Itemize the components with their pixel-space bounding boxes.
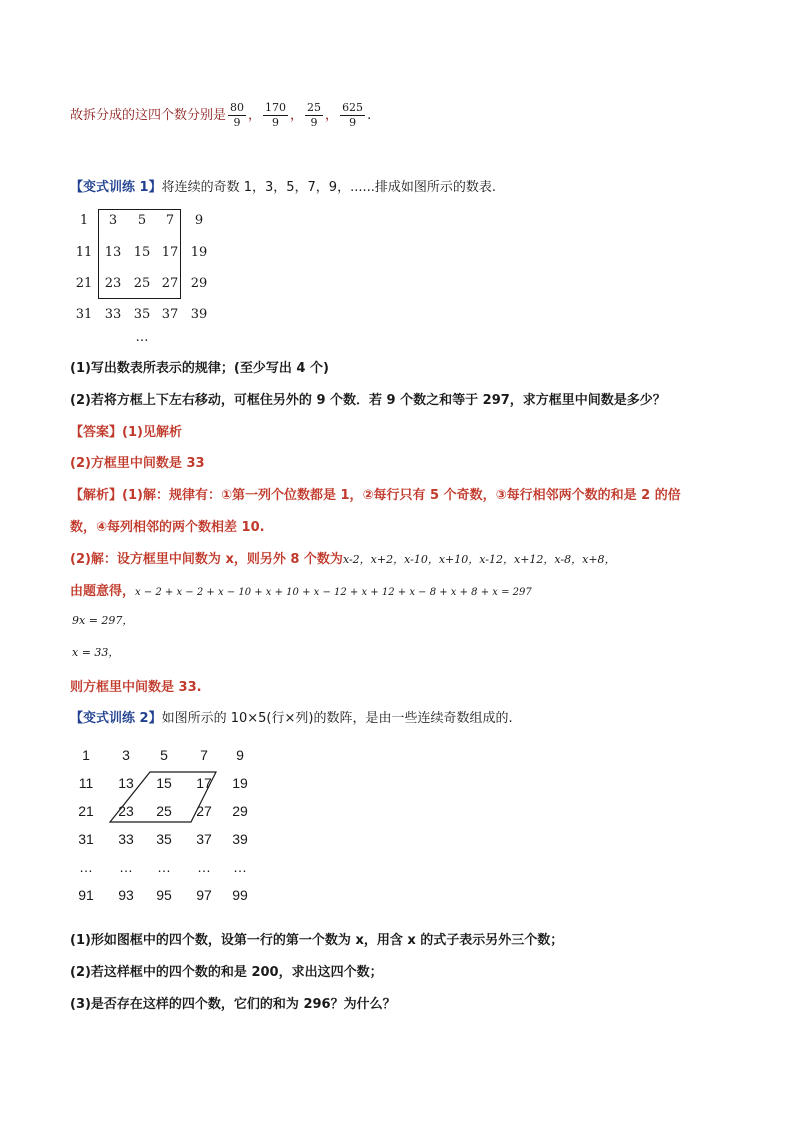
term: x-10 (404, 553, 428, 566)
ex2-table-cell: 29 (232, 803, 248, 819)
ex1-table-cell: 15 (133, 245, 151, 260)
ex1-dots: … (135, 330, 149, 345)
ex2-table-cell: 9 (236, 747, 244, 763)
ex2-table-cell: 21 (78, 803, 94, 819)
ex2-table-cell: 13 (118, 775, 134, 791)
ex2-q3: (3)是否存在这样的四个数，它们的和为 296？为什么？ (70, 997, 396, 1012)
ex2-table-cell: … (119, 859, 133, 875)
ex1-table-cell: 37 (161, 307, 179, 322)
terms-list (343, 553, 616, 566)
term: x+8 (582, 553, 605, 566)
ex2-table-cell: 97 (196, 887, 212, 903)
ex2-table-cell: … (157, 859, 171, 875)
ex1-table-cell: 25 (133, 276, 151, 291)
ex2-table-cell: 25 (156, 803, 172, 819)
ex2-table-cell: 23 (118, 803, 134, 819)
ex2-table-cell: 33 (118, 831, 134, 847)
term: x+12 (513, 553, 544, 566)
term: x-8 (554, 553, 572, 566)
ex2-number-table (66, 740, 266, 920)
term-separator: ， (468, 553, 480, 566)
ex1-table-cell: 35 (133, 307, 151, 322)
ex2-stem: 如图所示的 10×5(行×列)的数阵，是由一些连续奇数组成的. (161, 711, 513, 726)
ex1-heading (70, 176, 496, 195)
ex2-table-cell: 3 (122, 747, 130, 763)
fraction-1: $\frac{80}{9}$ (230, 101, 245, 129)
term: x-2 (342, 553, 360, 566)
equation: x − 2 + x − 2 + x − 10 + x + 10 + x − 12 + x + 12 + x − 8 + x + 8 + x = 297 (135, 587, 532, 598)
ex2-table-cell: 93 (118, 887, 134, 903)
ex2-table-cell: 99 (232, 887, 248, 903)
ex2-table-cell: 19 (232, 775, 248, 791)
ex1-stem: 将连续的奇数 1，3，5，7，9，......排成如图所示的数表. (161, 180, 496, 195)
ex2-tag: 【变式训练 2】 (70, 711, 162, 726)
answer-label: 【答案】 (70, 425, 123, 440)
ex1-table-cell: 11 (75, 245, 93, 260)
ex2-table-cell: 1 (82, 747, 90, 763)
ex1-analysis-line2: 数，④每列相邻的两个数相差 10. (70, 520, 265, 535)
ex1-table-cell: 7 (165, 213, 175, 228)
term-separator: ， (543, 553, 555, 566)
ex2-table-cell: 7 (200, 747, 208, 763)
ex2-q1: (1)形如图框中的四个数，设第一行的第一个数为 x，用含 x 的式子表示另外三个数； (70, 933, 564, 948)
term-separator: ， (571, 553, 583, 566)
ex2-table-cell: … (197, 859, 211, 875)
ex2-table-cell: 11 (78, 775, 94, 791)
ex1-answer-line (70, 421, 182, 440)
ex2-table-cell: 5 (160, 747, 168, 763)
step-1: 9x = 297， (72, 614, 134, 627)
term: x+2 (370, 553, 394, 566)
fraction-4: $\frac{625}{9}$ (342, 101, 364, 129)
ex1-table-cell: 27 (161, 276, 179, 291)
ex1-equation-line: 由题意得，x − 2 + x − 2 + x − 10 + x + 10 + x − 12 + x + 12 + x − 8 + x + 8 + x = 297 (70, 584, 532, 599)
ex1-analysis-line3: (2)解：设方框里中间数为 x，则另外 8 个数为x-2，x+2，x-10，x+10，x-12，x+12，x-8，x+8， (70, 552, 616, 567)
ex2-table-cell: … (233, 859, 247, 875)
term-separator: ， (427, 553, 439, 566)
ex1-conclusion: 则方框里中间数是 33. (70, 680, 202, 695)
ex2-table-cell: 17 (196, 775, 212, 791)
term: x-12 (479, 553, 503, 566)
ex1-q1: (1)写出数表所表示的规律；(至少写出 4 个) (70, 361, 329, 376)
ex1-answer-2: (2)方框里中间数是 33 (70, 456, 205, 471)
answer-1: (1)见解析 (122, 425, 182, 440)
ex1-table-cell: 21 (75, 276, 93, 291)
ex1-table-cell: 13 (104, 245, 122, 260)
ex2-table-cell: 35 (156, 831, 172, 847)
ex1-analysis-line1: 【解析】(1)解：规律有：①第一列个位数都是 1，②每行只有 5 个奇数，③每行相邻两个数的和是 2 的倍 (70, 488, 681, 503)
ex2-table-cell: 91 (78, 887, 94, 903)
term-separator: ， (359, 553, 371, 566)
ex2-table-cell: 95 (156, 887, 172, 903)
ex2-q2: (2)若这样框中的四个数的和是 200，求出这四个数； (70, 965, 383, 980)
ex1-table-cell: 19 (190, 245, 208, 260)
ex1-table-cell: 1 (79, 213, 89, 228)
intro-text: 故拆分成的这四个数分别是 (70, 108, 227, 123)
ex1-number-table (64, 205, 224, 355)
ex1-q2: (2)若将方框上下左右移动，可框住另外的 9 个数．若 9 个数之和等于 297，求方框里中间数是多少？ (70, 393, 666, 408)
analysis-label: 【解析】 (70, 488, 123, 503)
ex1-table-cell: 9 (194, 213, 204, 228)
ex2-table-cell: 39 (232, 831, 248, 847)
ex2-table-cell: … (79, 859, 93, 875)
ex2-table-cell: 27 (196, 803, 212, 819)
ex1-table-cell: 29 (190, 276, 208, 291)
fraction-3: $\frac{25}{9}$ (307, 101, 322, 129)
ex2-table-cell: 37 (196, 831, 212, 847)
ex1-table-cell: 3 (108, 213, 118, 228)
term-separator: ， (604, 553, 616, 566)
ex1-table-cell: 17 (161, 245, 179, 260)
ex1-table-cell: 23 (104, 276, 122, 291)
ex1-table-cell: 39 (190, 307, 208, 322)
fraction-2: $\frac{170}{9}$ (265, 101, 287, 129)
ex2-table-cell: 31 (78, 831, 94, 847)
ex2-heading (70, 707, 513, 726)
term: x+10 (438, 553, 469, 566)
ex2-table-cell: 15 (156, 775, 172, 791)
ex1-table-cell: 5 (137, 213, 147, 228)
term-separator: ， (502, 553, 514, 566)
ex1-table-cell: 31 (75, 307, 93, 322)
step-2: x = 33， (72, 646, 120, 659)
ex1-table-cell: 33 (104, 307, 122, 322)
term-separator: ， (393, 553, 405, 566)
intro-line: 故拆分成的这四个数分别是 $\frac{80}{9}$ ， $\frac{170}{9}$ ， $\frac{25}{9}$ ， $\frac{625}{9}$ . (70, 101, 372, 129)
ex1-tag: 【变式训练 1】 (70, 180, 162, 195)
